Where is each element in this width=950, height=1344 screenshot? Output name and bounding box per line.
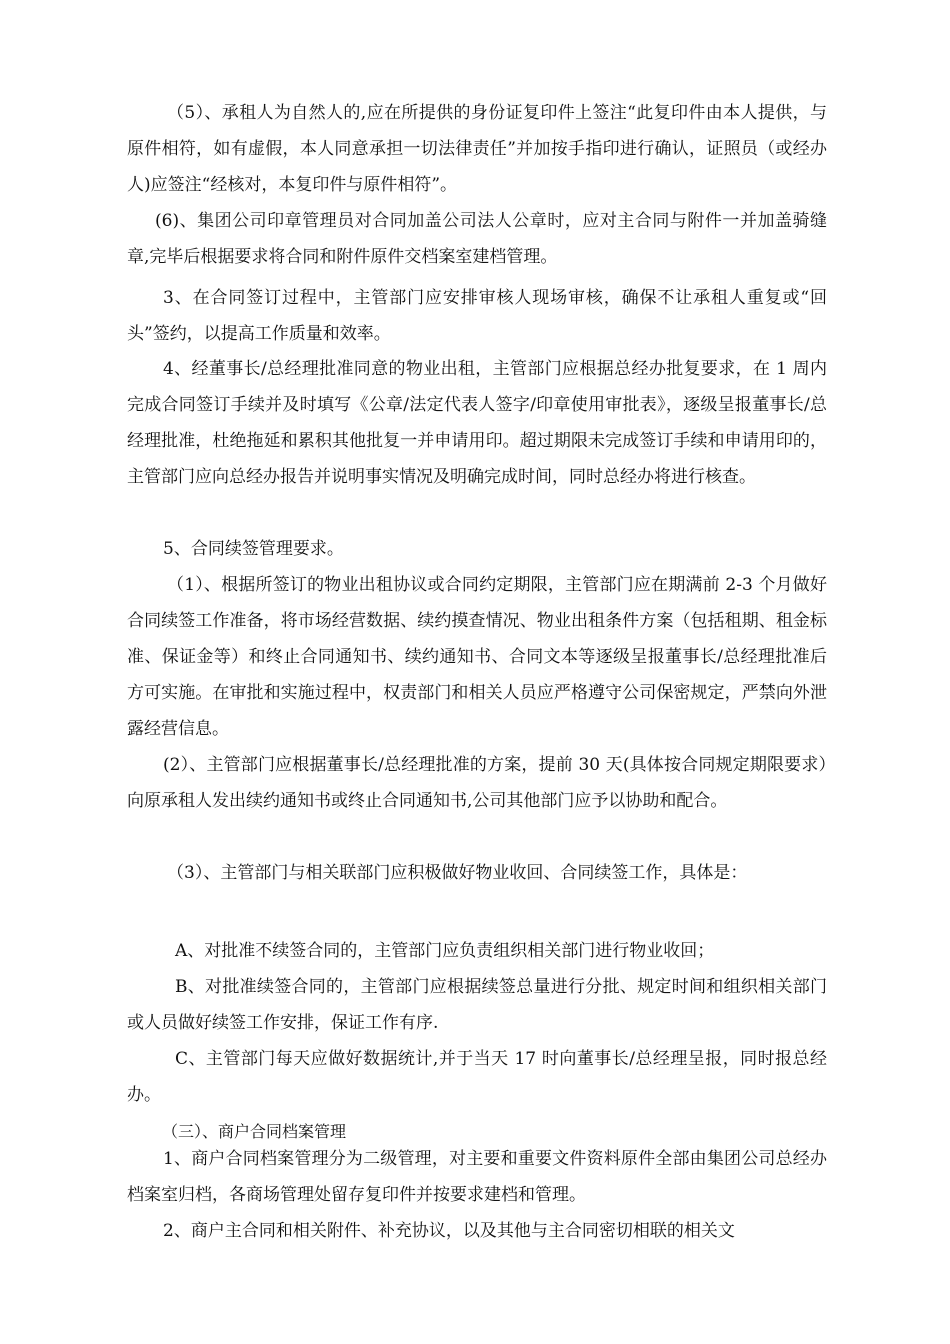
paragraph-item-5: （5）、承租人为自然人的,应在所提供的身份证复印件上签注“此复印件由本人提供，与原件相符，如有虚假，本人同意承担一切法律责任”并加按手指印进行确认，证照员（或经办人)应签注“经核对，本复印件与原件相符”。	[127, 103, 827, 195]
paragraph-clause-5-heading: 5、合同续签管理要求。	[163, 539, 344, 559]
paragraph-archive-1: 1、商户合同档案管理分为二级管理，对主要和重要文件资料原件全部由集团公司总经办档案室归档，各商场管理处留存复印件并按要求建档和管理。	[127, 1149, 827, 1205]
paragraph-clause-3: 3、在合同签订过程中，主管部门应安排审核人现场审核，确保不让承租人重复或“回头”签约，以提高工作质量和效率。	[127, 288, 827, 344]
paragraph-archive-2: 2、商户主合同和相关附件、补充协议，以及其他与主合同密切相联的相关文	[163, 1221, 735, 1241]
section-heading-three: （三）、商户合同档案管理	[162, 1122, 347, 1141]
paragraph-item-6: (6)、集团公司印章管理员对合同加盖公司法人公章时，应对主合同与附件一并加盖骑缝章,完毕后根据要求将合同和附件原件交档案室建档管理。	[127, 211, 827, 267]
paragraph-clause-4: 4、经董事长/总经理批准同意的物业出租，主管部门应根据总经办批复要求，在 1 周内完成合同签订手续并及时填写《公章/法定代表人签字/印章使用审批表》，逐级呈报董事长/总经理批准，杜绝拖延和累积其他批复一并申请用印。超过期限未完成签订手续和申请用印的，主管部门应向总经办报告并说明事实情况及明确完成时间，同时总经办将进行核查。	[127, 359, 827, 487]
paragraph-item-2: (2）、主管部门应根据董事长/总经理批准的方案，提前 30 天(具体按合同规定期限要求）向原承租人发出续约通知书或终止合同通知书,公司其他部门应予以协助和配合。	[127, 755, 827, 811]
paragraph-sub-a: A、对批准不续签合同的，主管部门应负责组织相关部门进行物业收回；	[175, 941, 715, 961]
paragraph-item-3: （3）、主管部门与相关联部门应积极做好物业收回、合同续签工作，具体是：	[167, 863, 748, 883]
paragraph-item-1: （1）、根据所签订的物业出租协议或合同约定期限，主管部门应在期满前 2-3 个月做好合同续签工作准备，将市场经营数据、续约摸查情况、物业出租条件方案（包括租期、租金标准、保证金等）和终止合同通知书、续约通知书、合同文本等逐级呈报董事长/总经理批准后方可实施。在审批和实施过程中，权责部门和相关人员应严格遵守公司保密规定，严禁向外泄露经营信息。	[127, 575, 827, 739]
paragraph-sub-b: B、对批准续签合同的，主管部门应根据续签总量进行分批、规定时间和组织相关部门或人员做好续签工作安排，保证工作有序.	[127, 977, 827, 1033]
paragraph-sub-c: C、主管部门每天应做好数据统计,并于当天 17 时向董事长/总经理呈报，同时报总经办。	[127, 1049, 827, 1105]
